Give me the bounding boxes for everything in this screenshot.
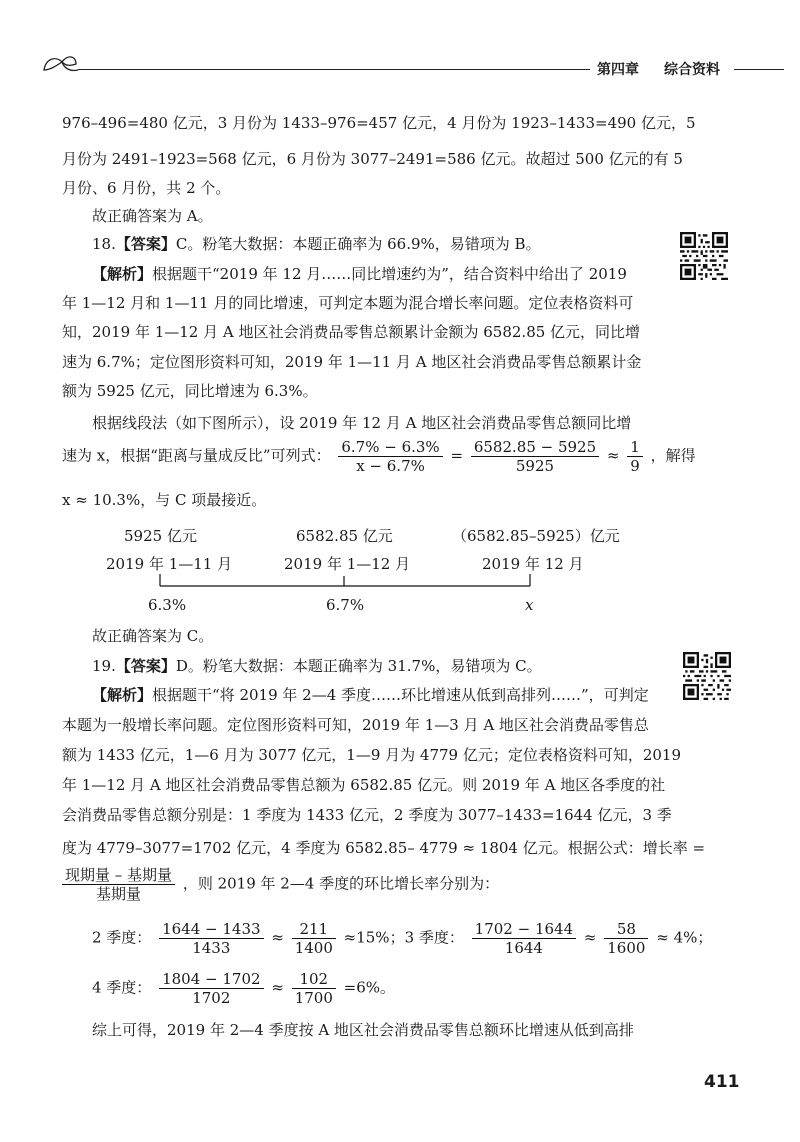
- numerator: 6582.85 − 5925: [471, 438, 599, 457]
- text-line: 月份、6 月份，共 2 个。: [62, 179, 231, 197]
- text-line: 年 1—12 月 A 地区社会消费品零售总额为 6582.85 亿元。则 2019 年 A 地区各季度的社: [62, 776, 666, 794]
- denominator: x − 6.7%: [356, 457, 425, 475]
- formula-line-q4: [92, 970, 395, 1007]
- fraction: [471, 438, 599, 475]
- analysis-text: 根据题干“将 2019 年 2—4 季度……环比增速从低到高排列……”，可判定: [152, 686, 649, 704]
- formula-tail: ，解得: [650, 446, 696, 465]
- answer-line: 故正确答案为 A。: [92, 207, 213, 225]
- analysis-text: 根据题干“2019 年 12 月……同比增速约为”，结合资料中给出了 2019: [152, 265, 627, 283]
- diagram-right-top: （6582.85–5925）亿元: [452, 527, 620, 545]
- numerator: 58: [604, 920, 648, 939]
- leaf-icon: [40, 52, 80, 78]
- qr-code-icon[interactable]: [683, 652, 731, 700]
- result-text: ≈ 4%；: [656, 928, 713, 947]
- formula-line-q2-q3: [92, 920, 712, 957]
- numerator: 1: [627, 438, 643, 457]
- analysis-tag: 【解析】: [92, 686, 153, 704]
- diagram-mid-bottom: 2019 年 1—12 月: [284, 555, 411, 573]
- diagram-label-left: 6.3%: [148, 596, 187, 614]
- answer-text: D。粉笔大数据：本题正确率为 31.7%，易错项为 C。: [175, 657, 542, 675]
- denominator: 1644: [504, 939, 543, 957]
- fraction: [292, 970, 336, 1007]
- diagram-label-right: x: [525, 596, 534, 614]
- numerator: 211: [292, 920, 336, 939]
- approx-sign: ≈: [606, 446, 620, 465]
- text-line: 根据线段法（如下图所示），设 2019 年 12 月 A 地区社会消费品零售总额同比增: [92, 414, 632, 432]
- approx-sign: ≈: [271, 978, 284, 997]
- page-number: 411: [704, 1072, 740, 1092]
- formula-lead: 速为 x，根据“距离与量成反比”可列式：: [62, 446, 331, 465]
- denominator: 1702: [192, 989, 231, 1007]
- answer-tag: 【答案】: [115, 657, 176, 675]
- analysis-tag: 【解析】: [92, 265, 153, 283]
- text-line: 综上可得，2019 年 2—4 季度按 A 地区社会消费品零售总额环比增速从低到高排: [92, 1021, 634, 1039]
- question-number: 19.: [92, 657, 116, 675]
- analysis-line: [92, 685, 649, 705]
- denominator: 5925: [515, 457, 555, 475]
- approx-sign: ≈: [271, 928, 284, 947]
- diagram-left-top: 5925 亿元: [124, 527, 197, 545]
- diagram-left-bottom: 2019 年 1—11 月: [106, 555, 233, 573]
- denominator: 1400: [294, 939, 333, 957]
- formula-line: [62, 866, 499, 903]
- chapter-label: 第四章: [597, 62, 639, 78]
- formula-tail: ，则 2019 年 2—4 季度的环比增长率分别为：: [182, 874, 500, 893]
- answer-line: 故正确答案为 C。: [92, 627, 214, 645]
- fraction: [159, 920, 263, 957]
- diagram-label-mid: 6.7%: [326, 596, 365, 614]
- fraction: [62, 866, 175, 903]
- denominator: 9: [630, 457, 640, 475]
- diagram-right-bottom: 2019 年 12 月: [482, 555, 584, 573]
- text-line: 速为 6.7%；定位图形资料可知，2019 年 1—11 月 A 地区社会消费品零售总额累计金: [62, 353, 642, 371]
- numerator: 1702 − 1644: [472, 920, 576, 939]
- denominator: 1600: [607, 939, 646, 957]
- fraction: [338, 438, 442, 475]
- qr-code-icon[interactable]: [680, 232, 728, 280]
- numerator: 1804 − 1702: [159, 970, 263, 989]
- approx-sign: ≈: [583, 928, 597, 947]
- analysis-line: [92, 264, 627, 284]
- denominator: 1700: [294, 989, 333, 1007]
- text-line: x ≈ 10.3%，与 C 项最接近。: [62, 491, 267, 509]
- fraction: [159, 970, 263, 1007]
- quarter-label: 4 季度：: [92, 978, 152, 997]
- numerator: 1644 − 1433: [159, 920, 263, 939]
- result-text: ≈15%；3 季度：: [343, 928, 464, 947]
- result-text: =6%。: [343, 978, 396, 997]
- fraction: [292, 920, 336, 957]
- fraction: [627, 438, 643, 475]
- header-rule-left: [78, 69, 590, 70]
- chapter-title: 综合资料: [664, 62, 720, 78]
- text-line: 额为 5925 亿元，同比增速为 6.3%。: [62, 382, 318, 400]
- question-19-answer: [92, 656, 542, 676]
- text-line: 本题为一般增长率问题。定位图形资料可知，2019 年 1—3 月 A 地区社会消费品零售总: [62, 716, 649, 734]
- diagram-mid-top: 6582.85 亿元: [296, 527, 393, 545]
- question-number: 18.: [92, 235, 116, 253]
- numerator: 102: [292, 970, 336, 989]
- text-line: 额为 1433 亿元，1—6 月为 3077 亿元，1—9 月为 4779 亿元；定位表格资料可知，2019: [62, 746, 682, 764]
- text-line: 976–496=480 亿元，3 月份为 1433–976=457 亿元，4 月份为 1923–1433=490 亿元，5: [62, 114, 696, 132]
- text-line: 会消费品零售总额分别是：1 季度为 1433 亿元，2 季度为 3077–1433=1644 亿元，3 季: [62, 806, 672, 824]
- text-line: 度为 4779–3077=1702 亿元，4 季度为 6582.85– 4779 ≈ 1804 亿元。根据公式：增长率 =: [62, 839, 706, 857]
- answer-text: C。粉笔大数据：本题正确率为 66.9%，易错项为 B。: [175, 235, 541, 253]
- quarter-label: 2 季度：: [92, 928, 152, 947]
- text-line: 年 1—12 月和 1—11 月的同比增速，可判定本题为混合增长率问题。定位表格资料可: [62, 294, 634, 312]
- formula-line: [62, 438, 696, 475]
- denominator: 1433: [192, 939, 231, 957]
- fraction: [472, 920, 576, 957]
- header-rule-right: [734, 69, 784, 70]
- text-line: 知，2019 年 1—12 月 A 地区社会消费品零售总额累计金额为 6582.85 亿元，同比增: [62, 323, 641, 341]
- question-18-answer: [92, 234, 541, 254]
- fraction: [604, 920, 648, 957]
- numerator: 6.7% − 6.3%: [338, 438, 442, 457]
- segment-line: [150, 572, 540, 592]
- answer-tag: 【答案】: [115, 235, 176, 253]
- equals-sign: =: [450, 446, 464, 465]
- numerator: 现期量 – 基期量: [62, 866, 175, 885]
- text-line: 月份为 2491–1923=568 亿元，6 月份为 3077–2491=586 亿元。故超过 500 亿元的有 5: [62, 150, 683, 168]
- denominator: 基期量: [96, 885, 142, 903]
